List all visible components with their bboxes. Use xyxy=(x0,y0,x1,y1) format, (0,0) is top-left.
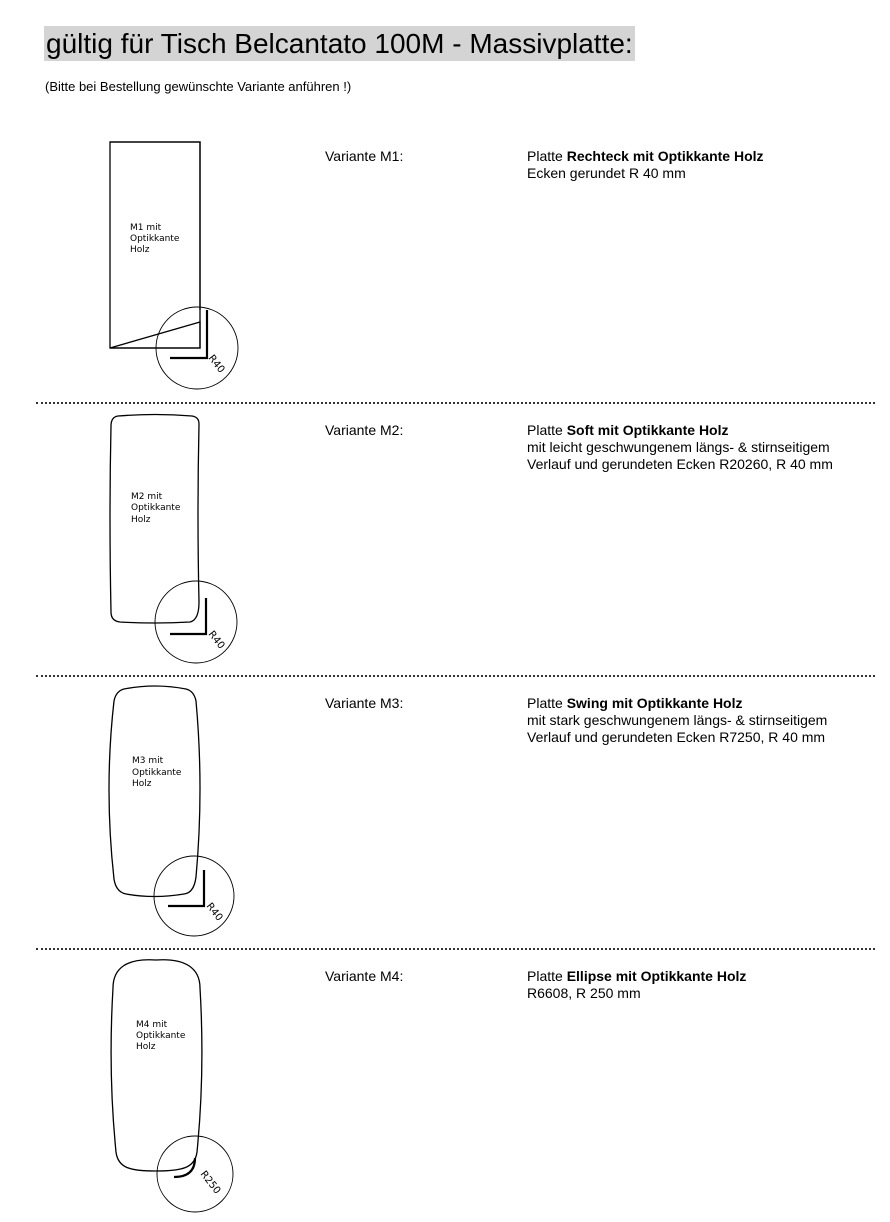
desc-line-2: Verlauf und gerundeten Ecken R7250, R 40 mm xyxy=(527,729,826,745)
shape-label-line-1: M3 mit xyxy=(132,756,164,766)
shape-label-line-3: Holz xyxy=(130,245,150,255)
detail-circle xyxy=(157,1136,233,1212)
shape-label-line-1: M2 mit xyxy=(131,492,163,502)
variant-m2-label: Variante M2: xyxy=(325,422,404,438)
desc-prefix: Platte xyxy=(527,422,567,438)
radius-label: R40 xyxy=(205,629,227,652)
desc-bold: Soft mit Optikkante Holz xyxy=(566,422,729,438)
desc-line-1: R6608, R 250 mm xyxy=(527,985,641,1001)
shape-label-line-2: Optikkante xyxy=(130,234,180,244)
desc-bold: Swing mit Optikkante Holz xyxy=(566,695,743,711)
variant-m2-drawing xyxy=(90,416,260,676)
corner-detail xyxy=(170,598,206,634)
table-top-outline xyxy=(110,415,199,624)
section-divider xyxy=(36,675,875,677)
desc-prefix: Platte xyxy=(527,695,567,711)
order-note: (Bitte bei Bestellung gewünschte Variante anführen !) xyxy=(45,79,352,94)
desc-bold: Rechteck mit Optikkante Holz xyxy=(566,148,764,164)
table-top-outline xyxy=(109,686,200,897)
shape-label-line-3: Holz xyxy=(136,1042,156,1052)
desc-prefix: Platte xyxy=(527,968,567,984)
variant-m2-description xyxy=(527,422,833,473)
shape-label-line-2: Optikkante xyxy=(136,1031,186,1041)
corner-detail xyxy=(170,310,207,358)
radius-label: R250 xyxy=(197,1169,223,1197)
desc-line-2: Verlauf und gerundeten Ecken R20260, R 40 mm xyxy=(527,456,833,472)
corner-detail xyxy=(168,870,204,906)
table-top-outline xyxy=(111,960,202,1171)
variant-m4-label: Variante M4: xyxy=(325,968,404,984)
shape-label-line-3: Holz xyxy=(131,515,151,525)
table-top-outline xyxy=(110,142,200,348)
section-divider xyxy=(36,948,875,950)
section-divider xyxy=(36,402,875,404)
detail-circle xyxy=(155,581,237,663)
variant-m4-description xyxy=(527,968,746,1002)
shape-label-line-1: M1 mit xyxy=(130,223,162,233)
desc-line-1: mit leicht geschwungenem längs- & stirnseitigem xyxy=(527,439,830,455)
shape-label-line-2: Optikkante xyxy=(132,768,182,778)
page-title: gültig für Tisch Belcantato 100M - Massivplatte: xyxy=(46,28,633,59)
desc-line-1: mit stark geschwungenem längs- & stirnseitigem xyxy=(527,712,828,728)
desc-bold: Ellipse mit Optikkante Holz xyxy=(566,968,747,984)
variant-m1-label: Variante M1: xyxy=(325,148,404,164)
shape-label-line-1: M4 mit xyxy=(136,1020,168,1030)
radius-label: R40 xyxy=(203,901,225,924)
variant-m1-drawing xyxy=(90,142,260,402)
variant-m4-drawing xyxy=(90,962,260,1222)
desc-line-1: Ecken gerundet R 40 mm xyxy=(527,165,686,181)
variant-m1-description xyxy=(527,148,764,182)
variant-m3-label: Variante M3: xyxy=(325,695,404,711)
variant-m3-description xyxy=(527,695,827,746)
shape-label-line-3: Holz xyxy=(132,779,152,789)
desc-prefix: Platte xyxy=(527,148,567,164)
shape-label-line-2: Optikkante xyxy=(131,503,181,513)
variant-m3-drawing xyxy=(90,689,260,949)
radius-label: R40 xyxy=(205,353,227,376)
